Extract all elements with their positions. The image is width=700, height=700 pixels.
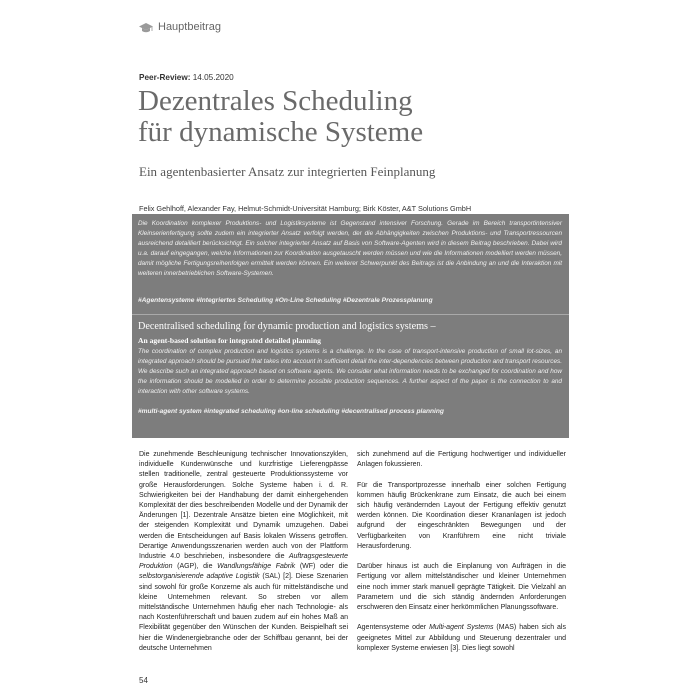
abstract-english: The coordination of complex production and logistics systems is a challenge. In the case of transport-intensive production of small lot-sizes, an integrated approach should be pursued that takes into account in sufficient detail the inter-dependencies between production and transport resources. We describe such an integrated approach based on software agents. We consider what information needs to be exchanged for coordination and how the information should be modelled in order to determine possible production sequences. A further aspect of the paper is the connection to and interaction with other software systems. [138,348,562,396]
section-header [0,0,700,58]
body-text: Agentensysteme oder [357,624,430,632]
body-column-right [357,450,566,664]
body-paragraph: sich zunehmend auf die Fertigung hochwertiger und individueller Anlagen fokussieren. [357,451,566,469]
article-subtitle: Ein agentenbasierter Ansatz zur integrierten Feinplanung [139,164,436,179]
body-paragraph: Für die Transportprozesse innerhalb einer solchen Fertigung kommen häufig Brückenkrane zum Einsatz, die auch bei einem sich häufig verändernden Layout der Fertigung effektiv genutzt werden können. Die Koordination dieser Krananlagen ist jedoch aufgrund der eingeschränkten Bewegungen und der Verfügbarkeiten von Kranführern eine nicht triviale Herausforderung. [357,481,566,550]
body-term: selbstorganisierende adaptive Logistik [139,573,260,581]
body-term: Multi-agent Systems [429,624,494,632]
body-text: (SAL) [2]. Diese Szenarien sind sowohl für große Konzerne als auch für mittelständische und kleine Unternehmen relevant. So streben vor allem mittelständische Unternehmen häufig eher nach Technologie- als nach Kostenführerschaft und bauen zudem auf ein hohes Maß an Flexibilität gegenüber den Wünschen der Kunden. Beispielhaft sei hier die Windenergiebranche oder der Schiffbau genannt, bei der deutsche Unternehmen [139,573,348,652]
peer-review-label: Peer-Review: [139,73,191,82]
article-title [138,86,578,148]
page-number: 54 [139,676,148,685]
body-paragraph [139,450,348,654]
peer-review-date: 14.05.2020 [192,73,234,82]
section-label: Hauptbeitrag [158,21,221,33]
body-text: Die zunehmende Beschleunigung technischer Innovationszyklen, individuelle Kundenwünsche und kurzfristige Lieferengpässe stellen traditionelle, zentral gesteuerte Produktionssysteme vor große Herausforderungen. Solche Systeme haben i. d. R. Schwierigkeiten bei der Handhabung der damit einhergehenden Komplexität der dies beschreibenden Modelle und der Dynamik der Änderungen [1]. Dezentrale Ansätze bieten eine Möglichkeit, mit der steigenden Komplexität und Dynamik umzugehen. Dabei werden die Entscheidungen auf Basis lokalen Wissens getroffen. Derartige Anwendungsszenarien werden auch von der Plattform Industrie 4.0 beschrieben, insbesondere die [139,451,348,561]
title-line-1: Dezentrales Scheduling [138,85,413,117]
body-term: Auftragsgesteuerte Produktion [139,553,348,571]
keywords-german: #Agentensysteme #Integriertes Scheduling #On-Line Scheduling #Dezentrale Prozessplanung [138,297,433,304]
english-title: Decentralised scheduling for dynamic production and logistics systems – [138,321,436,332]
abstract-divider [132,314,569,315]
english-subtitle: An agent-based solution for integrated detailed planning [138,336,321,345]
peer-review-line [139,73,234,82]
graduation-cap-icon [139,22,153,34]
body-column-left [139,450,348,664]
keywords-english: #multi-agent system #integrated scheduling #on-line scheduling #decentralised process planning [138,408,444,415]
body-text: (WF) oder die [295,563,349,571]
body-paragraph [357,623,566,654]
body-term: Wandlungsfähige Fabrik [217,563,296,571]
author-line: Felix Gehlhoff, Alexander Fay, Helmut-Schmidt-Universität Hamburg; Birk Köster, A&T Solutions GmbH [139,204,472,213]
body-text: (MAS) haben sich als geeignetes Mittel zur Abbildung und Steuerung dezentraler und komplexer Systeme erwiesen [3]. Dies liegt sowohl [357,624,566,652]
body-paragraph: Darüber hinaus ist auch die Einplanung von Aufträgen in die Fertigung vor allem mittelständischer und kleiner Unternehmen eine noch immer stark manuell geprägte Tätigkeit. Die Vielzahl an Parametern und die sich ständig ändernden Anforderungen erschweren den Einsatz einer herkömmlichen Planungssoftware. [357,563,566,612]
title-line-2: für dynamische Systeme [138,116,424,148]
abstract-german: Die Koordination komplexer Produktions- und Logistiksysteme ist Gegenstand intensiver Forschung. Gerade im Bereich transportintensiver Kleinserienfertigung sollte zudem ein integrierter Ansatz verfolgt werden, der die Abhängigkeiten zwischen Produktions- und Transportressourcen ausreichend detailliert berücksichtigt. Ein solcher integrierter Ansatz auf Basis von Software-Agenten wird in diesem Beitrag beschrieben. Dabei wird u.a. darauf eingegangen, welche Informationen zur Koordination ausgetauscht werden müssen und wie die Informationen modelliert werden müssen, damit mögliche Fertigungsreihenfolgen ermittelt werden können. Ein weiterer Schwerpunkt des Beitrags ist die Anbindung an und die Interaktion mit weiteren innerbetrieblichen Software-Systemen. [138,220,562,278]
body-text: (AGP), die [172,563,218,571]
